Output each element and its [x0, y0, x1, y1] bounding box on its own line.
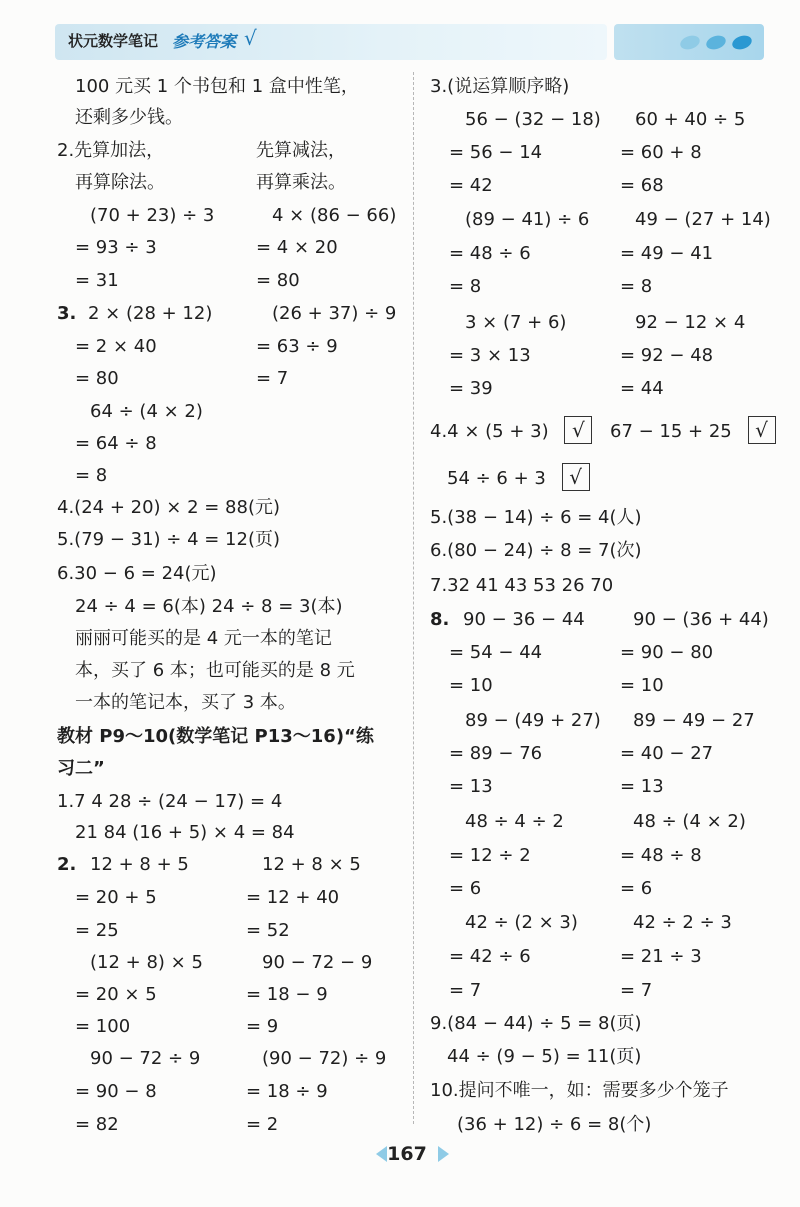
checkmark-icon: √ — [572, 418, 585, 442]
math-expression: (90 − 72) ÷ 9 — [262, 1048, 387, 1069]
math-step: = 6 — [620, 878, 653, 899]
math-step: = 13 — [620, 776, 664, 797]
math-step: = 4 × 20 — [256, 237, 338, 258]
math-expression: 42 ÷ (2 × 3) — [465, 912, 578, 933]
math-expression: 89 − 49 − 27 — [633, 710, 755, 731]
math-step: = 2 × 40 — [75, 336, 157, 357]
next-page-arrow-icon — [438, 1146, 449, 1162]
text-line: 100 元买 1 个书包和 1 盒中性笔， — [75, 76, 359, 97]
math-expression: 4 × (86 − 66) — [272, 205, 397, 226]
math-expression: 2 × (28 + 12) — [88, 303, 213, 324]
math-step: = 60 + 8 — [620, 142, 702, 163]
math-step: = 20 + 5 — [75, 887, 157, 908]
answer-item-4 — [447, 467, 590, 489]
math-expression: (70 + 23) ÷ 3 — [90, 205, 215, 226]
text-line: 本，买了 6 本；也可能买的是 8 元 — [75, 660, 355, 681]
math-step: 24 ÷ 4 = 6(本) 24 ÷ 8 = 3(本) — [75, 596, 343, 617]
checkmark-icon: √ — [755, 418, 768, 442]
answer-item-2-line: 2.先算加法， — [57, 140, 165, 161]
math-expression: (26 + 37) ÷ 9 — [272, 303, 397, 324]
math-step: = 68 — [620, 175, 664, 196]
math-step: = 42 — [449, 175, 493, 196]
math-step: = 8 — [620, 276, 653, 297]
checkmark-icon: √ — [244, 26, 257, 50]
math-expression: 48 ÷ (4 × 2) — [633, 811, 746, 832]
answer-item-5: 5.(38 − 14) ÷ 6 = 4(人) — [430, 507, 642, 528]
math-expression: 56 − (32 − 18) — [465, 109, 601, 130]
text-line: 丽丽可能买的是 4 元一本的笔记 — [75, 628, 332, 649]
math-step: = 64 ÷ 8 — [75, 433, 157, 454]
math-step: = 2 — [246, 1114, 279, 1135]
math-step: = 48 ÷ 8 — [620, 845, 702, 866]
math-step: = 9 — [246, 1016, 279, 1037]
answer-item-4: 4.(24 + 20) × 2 = 88(元) — [57, 497, 281, 518]
math-expression: (12 + 8) × 5 — [90, 952, 203, 973]
math-step: = 40 − 27 — [620, 743, 714, 764]
math-expression: 3 × (7 + 6) — [465, 312, 567, 333]
math-step: = 7 — [449, 980, 482, 1001]
text-line: 再算乘法。 — [256, 172, 346, 193]
math-step: = 52 — [246, 920, 290, 941]
math-step: = 12 + 40 — [246, 887, 340, 908]
math-step: = 3 × 13 — [449, 345, 531, 366]
math-step: = 93 ÷ 3 — [75, 237, 157, 258]
math-step: = 90 − 8 — [75, 1081, 157, 1102]
math-step: = 100 — [75, 1016, 131, 1037]
math-expression: 12 + 8 × 5 — [262, 854, 361, 875]
math-expression: 12 + 8 + 5 — [90, 854, 189, 875]
math-expression: 54 ÷ 6 + 3 — [447, 468, 546, 489]
math-step: = 44 — [620, 378, 664, 399]
answer-item-2-line: 先算减法， — [256, 140, 346, 161]
math-step: = 54 − 44 — [449, 642, 543, 663]
answer-item-10: 10.提问不唯一，如：需要多少个笼子 — [430, 1080, 729, 1101]
math-expression: 4.4 × (5 + 3) — [430, 421, 549, 442]
math-expression: 67 − 15 + 25 — [610, 421, 732, 442]
math-step: = 31 — [75, 270, 119, 291]
checkbox-checked — [562, 463, 590, 491]
math-expression: 90 − 72 ÷ 9 — [90, 1048, 201, 1069]
math-step: = 7 — [256, 368, 289, 389]
math-expression: 92 − 12 × 4 — [635, 312, 746, 333]
math-step: = 80 — [75, 368, 119, 389]
answer-item-9: 44 ÷ (9 − 5) = 11(页) — [447, 1046, 642, 1067]
math-expression: 90 − 36 − 44 — [463, 609, 585, 630]
math-step: = 49 − 41 — [620, 243, 714, 264]
math-step: = 18 ÷ 9 — [246, 1081, 328, 1102]
math-step: = 7 — [620, 980, 653, 1001]
math-expression: 90 − 72 − 9 — [262, 952, 373, 973]
math-step: = 20 × 5 — [75, 984, 157, 1005]
brand-title: 状元数学笔记 — [68, 32, 159, 50]
math-expression: 49 − (27 + 14) — [635, 209, 771, 230]
math-step: = 82 — [75, 1114, 119, 1135]
checkbox-checked — [748, 416, 776, 444]
answer-item-number: 2. — [57, 854, 77, 875]
math-step: = 12 ÷ 2 — [449, 845, 531, 866]
math-step: = 39 — [449, 378, 493, 399]
exercise-item-1: 1.7 4 28 ÷ (24 − 17) = 4 — [57, 791, 283, 812]
answer-item-6: 6.30 − 6 = 24(元) — [57, 563, 217, 584]
math-step: = 80 — [256, 270, 300, 291]
column-divider — [413, 72, 414, 1124]
text-line: 再算除法。 — [75, 172, 165, 193]
section-heading: 教材 P9～10(数学笔记 P13～16)“练 — [57, 726, 374, 747]
math-step: = 8 — [449, 276, 482, 297]
math-expression: 90 − (36 + 44) — [633, 609, 769, 630]
answer-item-10: (36 + 12) ÷ 6 = 8(个) — [457, 1114, 652, 1135]
math-step: = 56 − 14 — [449, 142, 543, 163]
math-step: = 48 ÷ 6 — [449, 243, 531, 264]
answer-item-6: 6.(80 − 24) ÷ 8 = 7(次) — [430, 540, 642, 561]
math-step: = 6 — [449, 878, 482, 899]
math-step: = 90 − 80 — [620, 642, 714, 663]
checkmark-icon: √ — [569, 465, 582, 489]
math-expression: 48 ÷ 4 ÷ 2 — [465, 811, 564, 832]
math-expression: (89 − 41) ÷ 6 — [465, 209, 590, 230]
answer-item-5: 5.(79 − 31) ÷ 4 = 12(页) — [57, 529, 281, 550]
math-step: = 13 — [449, 776, 493, 797]
math-step: = 18 − 9 — [246, 984, 328, 1005]
answer-item-7: 7.32 41 43 53 26 70 — [430, 575, 614, 596]
section-heading: 习二” — [57, 758, 105, 779]
math-expression: 60 + 40 ÷ 5 — [635, 109, 746, 130]
math-step: = 63 ÷ 9 — [256, 336, 338, 357]
math-step: = 92 − 48 — [620, 345, 714, 366]
math-expression: 42 ÷ 2 ÷ 3 — [633, 912, 732, 933]
text-line: 一本的笔记本，买了 3 本。 — [75, 692, 296, 713]
math-step: = 8 — [75, 465, 108, 486]
answer-item-number: 8. — [430, 609, 450, 630]
text-line: 还剩多少钱。 — [75, 107, 183, 128]
answer-item-3: 3.(说运算顺序略) — [430, 76, 570, 97]
answer-item-4 — [430, 420, 592, 442]
math-step: = 10 — [620, 675, 664, 696]
answer-item-4 — [610, 420, 776, 442]
answer-item-number: 3. — [57, 303, 77, 324]
exercise-item-1: 21 84 (16 + 5) × 4 = 84 — [75, 822, 295, 843]
answer-item-9: 9.(84 − 44) ÷ 5 = 8(页) — [430, 1013, 642, 1034]
math-step: = 89 − 76 — [449, 743, 543, 764]
math-step: = 25 — [75, 920, 119, 941]
math-step: = 42 ÷ 6 — [449, 946, 531, 967]
math-step: = 10 — [449, 675, 493, 696]
math-step: = 21 ÷ 3 — [620, 946, 702, 967]
answer-section-title: 参考答案 — [172, 32, 237, 51]
math-expression: 64 ÷ (4 × 2) — [90, 401, 203, 422]
page-number: 167 — [387, 1143, 427, 1165]
checkbox-checked — [564, 416, 592, 444]
math-expression: 89 − (49 + 27) — [465, 710, 601, 731]
